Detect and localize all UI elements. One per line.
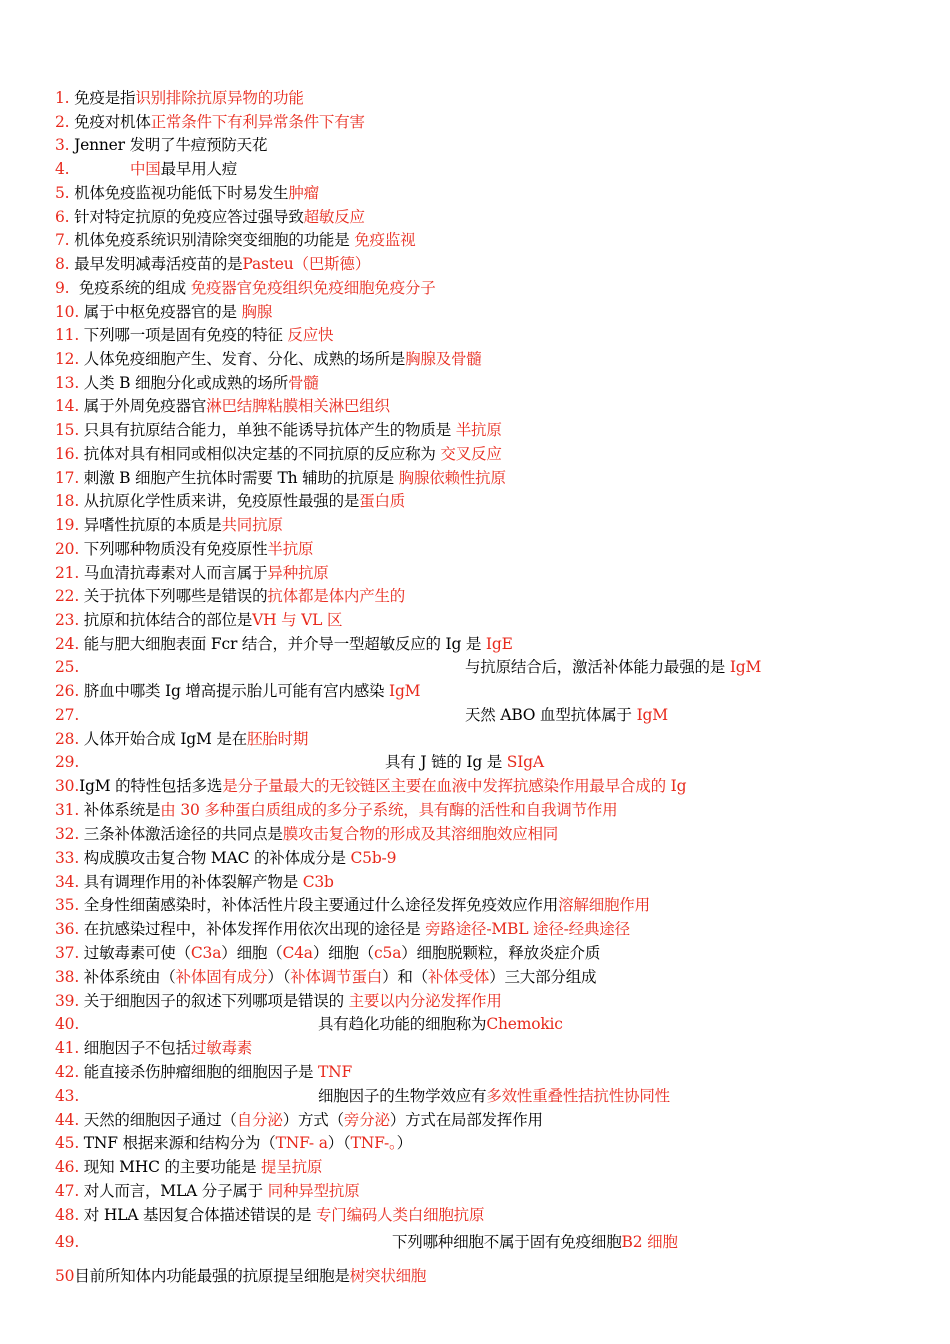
question-text: 刺激 B 细胞产生抗体时需要 Th 辅助的抗原是 bbox=[79, 469, 399, 487]
question-text: 人体开始合成 IgM 是在 bbox=[79, 730, 247, 748]
question-text: 最早发明减毒活疫苗的是 bbox=[69, 255, 243, 273]
question-text: ）方式在局部发挥作用 bbox=[389, 1111, 543, 1129]
question-text: 属于外周免疫器官 bbox=[79, 397, 207, 415]
question-text: 只具有抗原结合能力，单独不能诱导抗体产生的物质是 bbox=[79, 421, 456, 439]
question-line bbox=[55, 585, 405, 607]
question-body bbox=[385, 751, 544, 773]
question-text: 天然 ABO 血型抗体属于 bbox=[465, 706, 637, 724]
answer-text: 共同抗原 bbox=[221, 516, 283, 534]
question-line bbox=[55, 656, 762, 678]
question-line bbox=[55, 87, 304, 109]
question-text: 补体系统由（ bbox=[79, 968, 176, 986]
question-line bbox=[55, 538, 313, 560]
question-text: ）（ bbox=[327, 1134, 351, 1152]
question-text: 过敏毒素可使（ bbox=[79, 944, 191, 962]
answer-text: 过敏毒素 bbox=[190, 1039, 253, 1057]
question-line bbox=[55, 823, 558, 845]
question-text: 属于中枢免疫器官的是 bbox=[79, 303, 242, 321]
answer-text: 胸腺依赖性抗原 bbox=[398, 469, 506, 487]
question-line bbox=[55, 182, 319, 204]
question-number: 45. bbox=[55, 1134, 80, 1152]
question-text: 对人而言，MLA 分子属于 bbox=[79, 1182, 268, 1200]
question-text: 免疫是指 bbox=[69, 89, 136, 107]
question-text: 抗原和抗体结合的部位是 bbox=[79, 611, 253, 629]
question-number: 23. bbox=[55, 611, 80, 629]
question-number: 33. bbox=[55, 849, 80, 867]
question-text: 目前所知体内功能最强的抗原提呈细胞是 bbox=[74, 1267, 350, 1285]
question-line bbox=[55, 990, 502, 1012]
answer-text: 溶解细胞作用 bbox=[558, 896, 650, 914]
question-number: 37. bbox=[55, 944, 80, 962]
answer-text: 异种抗原 bbox=[267, 564, 329, 582]
question-line bbox=[55, 1231, 678, 1253]
answer-text: 免疫监视 bbox=[354, 231, 416, 249]
question-text: 机体免疫监视功能低下时易发生 bbox=[69, 184, 289, 202]
question-text: IgM 的特性包括多选 bbox=[79, 777, 223, 795]
question-number: 24. bbox=[55, 635, 80, 653]
question-line bbox=[55, 490, 405, 512]
answer-text: TNF bbox=[318, 1063, 353, 1081]
question-number: 42. bbox=[55, 1063, 80, 1081]
question-text: ）方式（ bbox=[282, 1111, 344, 1129]
question-line bbox=[55, 301, 272, 323]
answer-text: 半抗原 bbox=[267, 540, 314, 558]
answer-text: 补体调节蛋白 bbox=[290, 968, 383, 986]
question-text: 人类 B 细胞分化或成熟的场所 bbox=[79, 374, 289, 392]
answer-text: IgM bbox=[636, 706, 668, 724]
question-text: 天然的细胞因子通过（ bbox=[79, 1111, 237, 1129]
answer-text: IgM bbox=[729, 658, 762, 676]
question-number: 47. bbox=[55, 1182, 80, 1200]
question-number: 50 bbox=[55, 1267, 75, 1285]
question-body bbox=[465, 656, 761, 678]
answer-text: 淋巴结脾粘膜相关淋巴组织 bbox=[206, 397, 390, 415]
question-number: 19. bbox=[55, 516, 80, 534]
answer-text: 自分泌 bbox=[236, 1111, 283, 1129]
question-number: 7. bbox=[55, 231, 70, 249]
question-number: 25. bbox=[55, 658, 80, 676]
question-text: 最早用人痘 bbox=[160, 160, 238, 178]
question-text: 下列哪一项是固有免疫的特征 bbox=[79, 326, 288, 344]
question-text: ）细胞（ bbox=[221, 944, 283, 962]
question-line bbox=[55, 419, 502, 441]
question-number: 49. bbox=[55, 1233, 80, 1251]
question-number: 13. bbox=[55, 374, 80, 392]
question-line bbox=[55, 1156, 322, 1178]
question-text: 补体系统是 bbox=[79, 801, 161, 819]
answer-text: 胚胎时期 bbox=[246, 730, 309, 748]
answer-text: 超敏反应 bbox=[303, 208, 365, 226]
question-line bbox=[55, 253, 370, 275]
question-line bbox=[55, 514, 283, 536]
question-number: 14. bbox=[55, 397, 80, 415]
question-number: 11. bbox=[55, 326, 80, 344]
question-line bbox=[55, 395, 390, 417]
question-line bbox=[55, 1132, 412, 1154]
question-text: TNF 根据来源和结构分为（ bbox=[79, 1134, 276, 1152]
question-line bbox=[55, 847, 396, 869]
question-body bbox=[318, 1013, 563, 1035]
question-line bbox=[55, 1180, 360, 1202]
answer-text: Chemokic bbox=[486, 1015, 563, 1033]
question-number: 46. bbox=[55, 1158, 80, 1176]
answer-text: 蛋白质 bbox=[359, 492, 406, 510]
question-number: 21. bbox=[55, 564, 80, 582]
question-text: ） bbox=[396, 1134, 412, 1152]
question-text: ）（ bbox=[267, 968, 291, 986]
question-number: 3. bbox=[55, 136, 70, 154]
question-line bbox=[55, 324, 333, 346]
answer-text: 交叉反应 bbox=[440, 445, 502, 463]
answer-text: C3a bbox=[190, 944, 222, 962]
question-text: 细胞因子不包括 bbox=[79, 1039, 191, 1057]
answer-text: 识别排除抗原异物的功能 bbox=[135, 89, 304, 107]
question-line bbox=[55, 942, 600, 964]
question-number: 39. bbox=[55, 992, 80, 1010]
answer-text: 补体固有成分 bbox=[175, 968, 268, 986]
answer-text: 主要以内分泌发挥作用 bbox=[348, 992, 502, 1010]
question-body bbox=[465, 704, 668, 726]
question-number: 27. bbox=[55, 706, 80, 724]
question-line bbox=[55, 966, 596, 988]
question-text: 细胞因子的生物学效应有 bbox=[318, 1087, 487, 1105]
answer-text: TNF-。 bbox=[350, 1134, 397, 1152]
question-line bbox=[55, 1037, 252, 1059]
question-text: ）细胞（ bbox=[312, 944, 375, 962]
question-text: 抗体对具有相同或相似决定基的不同抗原的反应称为 bbox=[79, 445, 441, 463]
answer-text: C5b-9 bbox=[350, 849, 397, 867]
question-text: 与抗原结合后，激活补体能力最强的是 bbox=[465, 658, 730, 676]
question-line bbox=[55, 1265, 426, 1287]
question-line bbox=[55, 467, 506, 489]
question-line bbox=[55, 751, 544, 773]
question-number: 20. bbox=[55, 540, 80, 558]
question-body bbox=[392, 1231, 678, 1253]
question-line bbox=[55, 1013, 563, 1035]
question-line bbox=[55, 1204, 484, 1226]
question-line bbox=[55, 562, 329, 584]
question-text: 关于细胞因子的叙述下列哪项是错误的 bbox=[79, 992, 349, 1010]
question-number: 30. bbox=[55, 777, 80, 795]
question-number: 36. bbox=[55, 920, 80, 938]
question-text: 脐血中哪类 Ig 增高提示胎儿可能有宫内感染 bbox=[79, 682, 390, 700]
question-number: 15. bbox=[55, 421, 80, 439]
answer-text: 胸腺及骨髓 bbox=[405, 350, 482, 368]
answer-text: VH 与 VL 区 bbox=[252, 611, 343, 629]
question-line bbox=[55, 229, 415, 251]
answer-text: 是分子量最大的无铰链区主要在血液中发挥抗感染作用最早合成的 Ig bbox=[222, 777, 687, 795]
question-line bbox=[55, 633, 513, 655]
answer-text: 反应快 bbox=[287, 326, 334, 344]
answer-text: 补体受体 bbox=[427, 968, 490, 986]
question-line bbox=[55, 799, 617, 821]
question-text: 异嗜性抗原的本质是 bbox=[79, 516, 222, 534]
question-number: 6. bbox=[55, 208, 70, 226]
question-number: 40. bbox=[55, 1015, 80, 1033]
answer-text: C3b bbox=[302, 873, 334, 891]
answer-text: 胸腺 bbox=[241, 303, 273, 321]
answer-text: 骨髓 bbox=[288, 374, 319, 392]
question-text: 构成膜攻击复合物 MAC 的补体成分是 bbox=[79, 849, 351, 867]
answer-text: C4a bbox=[282, 944, 313, 962]
question-text: 具有 J 链的 Ig 是 bbox=[385, 753, 507, 771]
question-number: 5. bbox=[55, 184, 70, 202]
question-line bbox=[55, 728, 308, 750]
question-number: 22. bbox=[55, 587, 80, 605]
answer-text: 旁路途径-MBL 途径-经典途径 bbox=[425, 920, 630, 938]
question-number: 28. bbox=[55, 730, 80, 748]
answer-text: SIgA bbox=[506, 753, 544, 771]
question-text: Jenner 发明了牛痘预防天花 bbox=[69, 136, 268, 154]
question-number: 32. bbox=[55, 825, 80, 843]
question-line bbox=[55, 609, 342, 631]
answer-text: 免疫器官免疫组织免疫细胞免疫分子 bbox=[190, 279, 436, 297]
question-text: 具有调理作用的补体裂解产物是 bbox=[79, 873, 303, 891]
question-number: 10. bbox=[55, 303, 80, 321]
question-text: 对 HLA 基因复合体描述错误的是 bbox=[79, 1206, 316, 1224]
answer-text: B2 细胞 bbox=[621, 1233, 678, 1251]
answer-text: 树突状细胞 bbox=[349, 1267, 427, 1285]
question-number: 1. bbox=[55, 89, 70, 107]
question-line bbox=[55, 277, 436, 299]
question-line bbox=[55, 443, 502, 465]
question-number: 38. bbox=[55, 968, 80, 986]
question-number: 8. bbox=[55, 255, 70, 273]
answer-text: IgM bbox=[389, 682, 421, 700]
question-number: 17. bbox=[55, 469, 80, 487]
answer-text: 膜攻击复合物的形成及其溶细胞效应相同 bbox=[282, 825, 559, 843]
question-number: 35. bbox=[55, 896, 80, 914]
question-number: 16. bbox=[55, 445, 80, 463]
question-text: 在抗感染过程中，补体发挥作用依次出现的途径是 bbox=[79, 920, 426, 938]
question-body bbox=[130, 158, 237, 180]
question-number: 4. bbox=[55, 160, 70, 178]
question-text: 全身性细菌感染时，补体活性片段主要通过什么途径发挥免疫效应作用 bbox=[79, 896, 559, 914]
question-text: 三条补体激活途径的共同点是 bbox=[79, 825, 283, 843]
answer-text: c5a bbox=[374, 944, 402, 962]
question-text: ）和（ bbox=[382, 968, 428, 986]
question-line bbox=[55, 206, 365, 228]
question-number: 26. bbox=[55, 682, 80, 700]
question-number: 9. bbox=[55, 279, 70, 297]
question-line bbox=[55, 704, 668, 726]
question-text: 下列哪种细胞不属于固有免疫细胞 bbox=[392, 1233, 622, 1251]
question-line bbox=[55, 775, 686, 797]
question-number: 29. bbox=[55, 753, 80, 771]
question-line bbox=[55, 918, 630, 940]
question-line bbox=[55, 871, 334, 893]
answer-text: 半抗原 bbox=[455, 421, 502, 439]
question-line bbox=[55, 680, 420, 702]
answer-text: 提呈抗原 bbox=[261, 1158, 323, 1176]
answer-text: 由 30 多种蛋白质组成的多分子系统，具有酶的活性和自我调节作用 bbox=[160, 801, 618, 819]
question-text: 针对特定抗原的免疫应答过强导致 bbox=[69, 208, 304, 226]
question-line bbox=[55, 134, 267, 156]
question-line bbox=[55, 1061, 352, 1083]
answer-text: TNF- a bbox=[275, 1134, 328, 1152]
question-number: 12. bbox=[55, 350, 80, 368]
question-number: 41. bbox=[55, 1039, 80, 1057]
question-text: 机体免疫系统识别清除突变细胞的功能是 bbox=[69, 231, 355, 249]
question-text: 能与肥大细胞表面 Fcr 结合，并介导一型超敏反应的 Ig 是 bbox=[79, 635, 486, 653]
question-text: 从抗原化学性质来讲，免疫原性最强的是 bbox=[79, 492, 360, 510]
answer-text: 专门编码人类白细胞抗原 bbox=[315, 1206, 485, 1224]
answer-text: 同种异型抗原 bbox=[267, 1182, 360, 1200]
question-number: 31. bbox=[55, 801, 80, 819]
answer-text: 抗体都是体内产生的 bbox=[267, 587, 406, 605]
question-number: 34. bbox=[55, 873, 80, 891]
question-text: 免疫对机体 bbox=[69, 113, 151, 131]
question-text: 现知 MHC 的主要功能是 bbox=[79, 1158, 262, 1176]
question-number: 43. bbox=[55, 1087, 80, 1105]
answer-text: 旁分泌 bbox=[343, 1111, 390, 1129]
question-body bbox=[318, 1085, 670, 1107]
question-line bbox=[55, 158, 238, 180]
answer-text: 肿瘤 bbox=[288, 184, 319, 202]
question-number: 48. bbox=[55, 1206, 80, 1224]
question-line bbox=[55, 372, 319, 394]
question-number: 18. bbox=[55, 492, 80, 510]
question-line bbox=[55, 348, 482, 370]
question-text: 能直接杀伤肿瘤细胞的细胞因子是 bbox=[79, 1063, 319, 1081]
question-text: 人体免疫细胞产生、发育、分化、成熟的场所是 bbox=[79, 350, 406, 368]
question-number: 2. bbox=[55, 113, 70, 131]
answer-text: 中国 bbox=[130, 160, 161, 178]
question-text: 马血清抗毒素对人而言属于 bbox=[79, 564, 268, 582]
question-text: 具有趋化功能的细胞称为 bbox=[318, 1015, 487, 1033]
question-text: 下列哪种物质没有免疫原性 bbox=[79, 540, 268, 558]
question-line bbox=[55, 111, 365, 133]
question-line bbox=[55, 894, 650, 916]
answer-text: Pasteu（巴斯德） bbox=[242, 255, 371, 273]
question-line bbox=[55, 1109, 543, 1131]
answer-text: 正常条件下有利异常条件下有害 bbox=[150, 113, 365, 131]
answer-text: IgE bbox=[485, 635, 513, 653]
question-text: ）细胞脱颗粒，释放炎症介质 bbox=[401, 944, 601, 962]
question-text: 免疫系统的组成 bbox=[69, 279, 191, 297]
question-text: ）三大部分组成 bbox=[489, 968, 597, 986]
answer-text: 多效性重叠性拮抗性协同性 bbox=[486, 1087, 670, 1105]
question-number: 44. bbox=[55, 1111, 80, 1129]
question-text: 关于抗体下列哪些是错误的 bbox=[79, 587, 268, 605]
question-line bbox=[55, 1085, 670, 1107]
